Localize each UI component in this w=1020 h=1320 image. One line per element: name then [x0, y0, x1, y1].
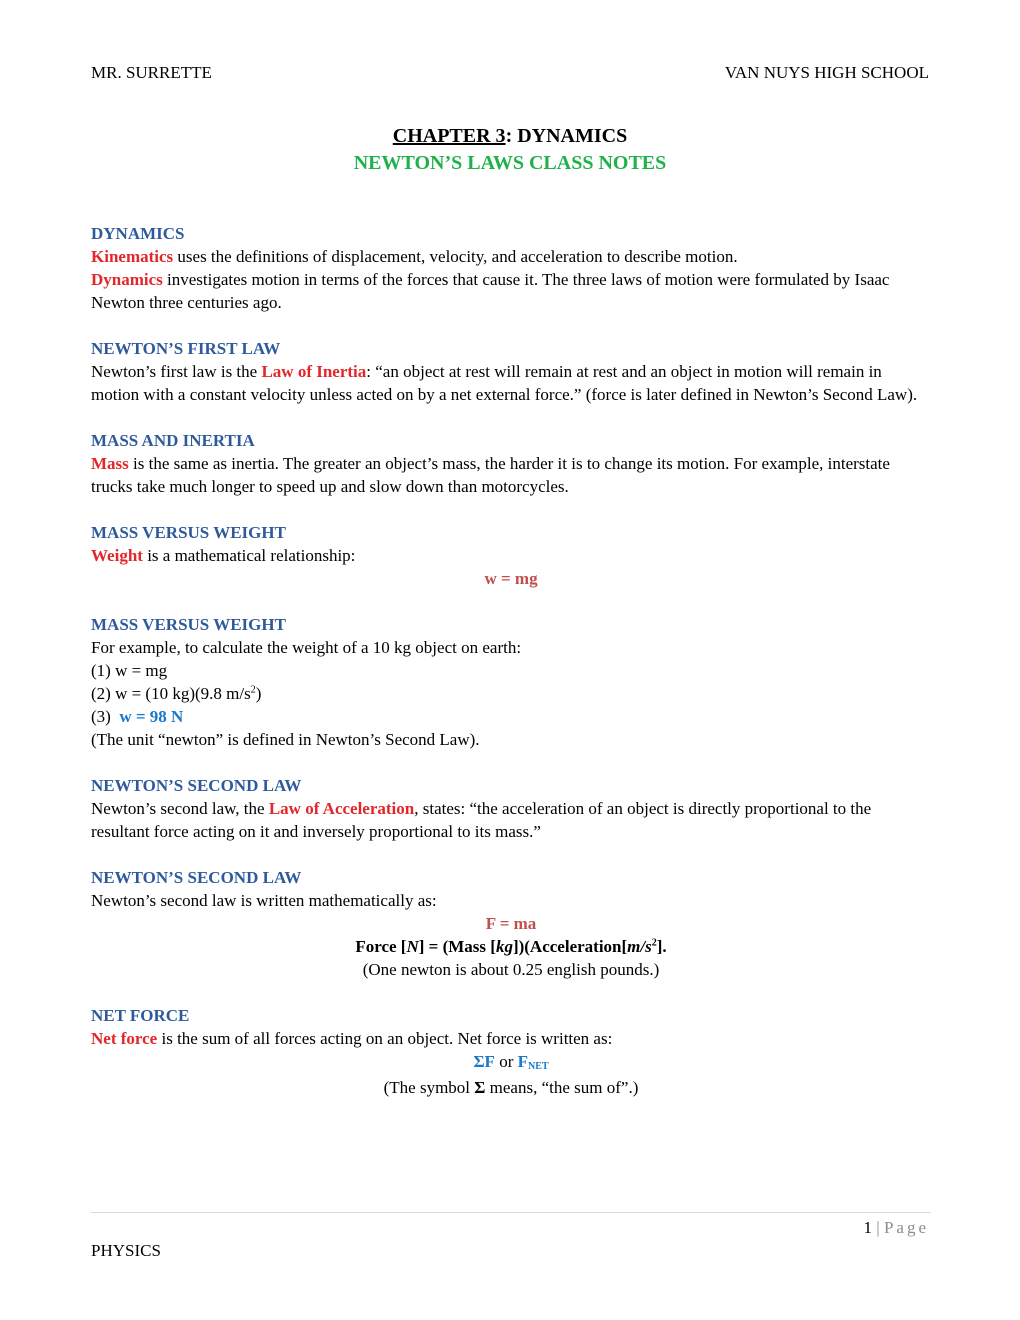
weight-formula: w = mg — [484, 569, 538, 588]
text: Newton’s first law is the — [91, 362, 262, 381]
page-label: Page — [883, 1218, 929, 1237]
paragraph — [91, 268, 931, 314]
sum-f-symbol: ΣF — [473, 1052, 495, 1071]
net-subscript: NET — [528, 1061, 549, 1072]
text: Newton’s second law, the — [91, 799, 269, 818]
paragraph — [91, 1027, 931, 1050]
notes-body — [91, 222, 931, 1122]
step-3 — [91, 705, 931, 728]
exponent: 2 — [250, 684, 256, 696]
note-text: means, “the sum of”.) — [485, 1078, 639, 1097]
net-force-symbols — [91, 1050, 931, 1076]
chapter-label: CHAPTER 3 — [392, 125, 506, 147]
paragraph — [91, 797, 931, 843]
term-kinematics: Kinematics — [91, 247, 174, 266]
paragraph — [91, 452, 931, 498]
text: investigates motion in terms of the forces that cause it. The three laws of motion were formulated by Isaac Newton three centuries ago. — [91, 270, 890, 312]
units-part: Force [ — [355, 937, 407, 956]
page-subtitle: NEWTON’S LAWS CLASS NOTES — [353, 152, 667, 174]
text: , states: “the acceleration of an object is directly proportional to the resultant force acting on it and inversely proportional to its mass.” — [91, 799, 872, 841]
section-net-force — [91, 1004, 931, 1099]
units-formula — [91, 935, 931, 958]
chapter-suffix: : DYNAMICS — [505, 125, 628, 147]
section-second-law-1 — [91, 774, 931, 843]
step-3-result: w = 98 N — [119, 707, 184, 726]
section-first-law — [91, 337, 931, 406]
note: (The unit “newton” is defined in Newton’s Second Law). — [91, 730, 480, 749]
section-heading: MASS AND INERTIA — [91, 431, 255, 450]
units-part: ]. — [656, 937, 667, 956]
text: is a mathematical relationship: — [142, 546, 356, 565]
section-heading: NEWTON’S FIRST LAW — [91, 339, 281, 358]
section-heading: MASS VERSUS WEIGHT — [91, 523, 286, 542]
section-heading: NEWTON’S SECOND LAW — [91, 868, 302, 887]
note-text: (The symbol — [383, 1078, 475, 1097]
section-dynamics — [91, 222, 931, 314]
paragraph — [91, 245, 931, 268]
section-mass-inertia — [91, 429, 931, 498]
chapter-title — [0, 124, 1020, 148]
page-number-value: 1 — [863, 1218, 873, 1237]
term-dynamics: Dynamics — [91, 270, 163, 289]
term-weight: Weight — [91, 546, 143, 565]
page-number — [864, 1218, 929, 1238]
exponent: 2 — [651, 937, 657, 949]
term-mass: Mass — [91, 454, 129, 473]
unit-newton: N — [406, 937, 419, 956]
text: is the same as inertia. The greater an object’s mass, the harder it is to change its motion. For example, interstate trucks take much longer to speed up and slow down than motorcycles. — [91, 454, 890, 496]
step-1: (1) w = mg — [91, 661, 168, 680]
units-part: ] = (Mass [ — [418, 937, 496, 956]
paragraph — [91, 360, 931, 406]
term-law-of-inertia: Law of Inertia — [261, 362, 367, 381]
header-school: VAN NUYS HIGH SCHOOL — [724, 63, 929, 82]
paragraph: Newton’s second law is written mathematically as: — [91, 891, 437, 910]
units-part: ])(Acceleration[ — [512, 937, 628, 956]
force-formula: F = ma — [485, 914, 537, 933]
note: (One newton is about 0.25 english pounds.) — [362, 960, 660, 979]
or-text: or — [494, 1052, 518, 1071]
unit-ms2: m/s — [627, 937, 652, 956]
text: uses the definitions of displacement, velocity, and acceleration to describe motion. — [173, 247, 738, 266]
term-law-of-acceleration: Law of Acceleration — [268, 799, 415, 818]
section-second-law-2 — [91, 866, 931, 981]
step-3-label: (3) — [91, 707, 120, 726]
footer-divider — [91, 1212, 931, 1213]
text: : “an object at rest will remain at rest and an object in motion will remain in motion with a constant velocity unless acted on by a net external force.” (force is later defined in Newton’s Second Law). — [91, 362, 918, 404]
note — [91, 1076, 931, 1099]
section-heading: DYNAMICS — [91, 224, 185, 243]
section-mass-weight-2 — [91, 613, 931, 751]
text: is the sum of all forces acting on an object. Net force is written as: — [157, 1029, 613, 1048]
step-2-text: (2) w = (10 kg)(9.8 m/s — [91, 684, 251, 703]
section-heading: NEWTON’S SECOND LAW — [91, 776, 302, 795]
paragraph — [91, 544, 931, 567]
header-author: MR. SURRETTE — [91, 63, 212, 82]
unit-kg: kg — [495, 937, 513, 956]
term-net-force: Net force — [91, 1029, 158, 1048]
step-2 — [91, 682, 931, 705]
footer-subject: PHYSICS — [91, 1241, 161, 1260]
section-heading: MASS VERSUS WEIGHT — [91, 615, 286, 634]
step-2-close: ) — [255, 684, 262, 703]
f-net-symbol: F — [517, 1052, 528, 1071]
page-separator: | — [872, 1218, 884, 1237]
section-mass-weight-1 — [91, 521, 931, 590]
paragraph: For example, to calculate the weight of a 10 kg object on earth: — [91, 638, 522, 657]
sigma-symbol: Σ — [474, 1078, 486, 1097]
section-heading: NET FORCE — [91, 1006, 190, 1025]
